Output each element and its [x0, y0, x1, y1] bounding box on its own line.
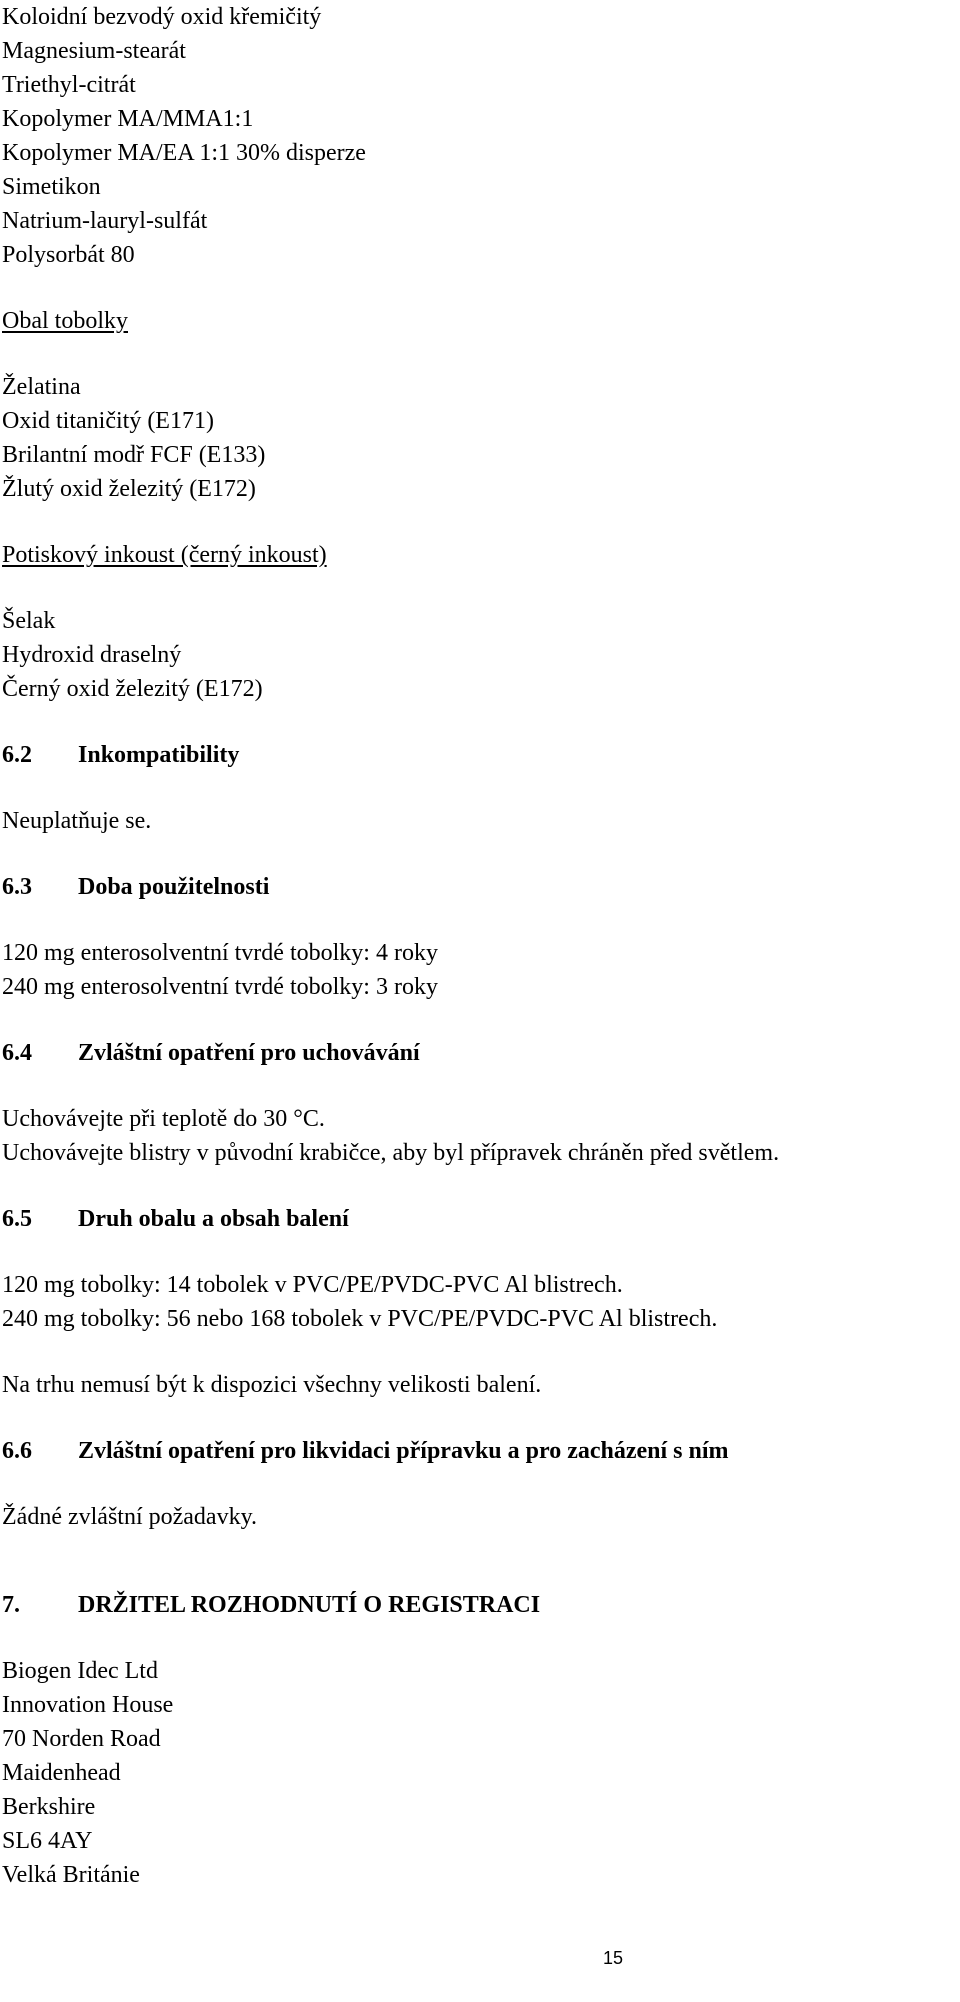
section-heading-6-5 — [2, 1202, 952, 1236]
section-number: 6.3 — [2, 874, 32, 900]
address-line: 70 Norden Road — [2, 1726, 161, 1752]
section-title: Druh obalu a obsah balení — [78, 1206, 349, 1232]
document-page — [2, 0, 952, 1892]
capsule-shell-list — [2, 370, 952, 506]
section-number: 6.4 — [2, 1040, 32, 1066]
capsule-shell-item: Oxid titaničitý (E171) — [2, 408, 214, 434]
shelf-life-line: 240 mg enterosolventní tvrdé tobolky: 3 roky — [2, 974, 438, 1000]
package-note: Na trhu nemusí být k dispozici všechny velikosti balení. — [2, 1372, 542, 1398]
section-number: 6.6 — [2, 1438, 32, 1464]
shelf-life-line: 120 mg enterosolventní tvrdé tobolky: 4 roky — [2, 940, 438, 966]
address-line: SL6 4AY — [2, 1828, 93, 1854]
section-number: 6.5 — [2, 1206, 32, 1232]
printing-ink-title: Potiskový inkoust (černý inkoust) — [2, 542, 327, 568]
section-title: Zvláštní opatření pro uchovávání — [78, 1040, 420, 1066]
capsule-shell-item: Žlutý oxid železitý (E172) — [2, 476, 256, 502]
section-heading-6-6 — [2, 1434, 952, 1468]
section-heading-6-4 — [2, 1036, 952, 1070]
section-text: Žádné zvláštní požadavky. — [2, 1504, 258, 1530]
excipient-item: Simetikon — [2, 174, 101, 200]
holder-address — [2, 1654, 952, 1892]
section-title: DRŽITEL ROZHODNUTÍ O REGISTRACI — [78, 1592, 541, 1618]
storage-line: Uchovávejte při teplotě do 30 °C. — [2, 1106, 325, 1132]
page-number: 15 — [603, 1948, 624, 1968]
excipient-list — [2, 0, 952, 272]
capsule-shell-item: Brilantní modř FCF (E133) — [2, 442, 266, 468]
package-line: 120 mg tobolky: 14 tobolek v PVC/PE/PVDC-PVC Al blistrech. — [2, 1272, 623, 1298]
storage-line: Uchovávejte blistry v původní krabičce, aby byl přípravek chráněn před světlem. — [2, 1140, 780, 1166]
address-line: Berkshire — [2, 1794, 96, 1820]
section-number: 7. — [2, 1592, 20, 1618]
section-title: Zvláštní opatření pro likvidaci přípravku a pro zacházení s ním — [78, 1438, 729, 1464]
excipient-item: Magnesium-stearát — [2, 38, 186, 64]
excipient-item: Kopolymer MA/MMA1:1 — [2, 106, 254, 132]
address-line: Maidenhead — [2, 1760, 121, 1786]
section-number: 6.2 — [2, 742, 32, 768]
excipient-item: Natrium-lauryl-sulfát — [2, 208, 208, 234]
section-heading-6-3 — [2, 870, 952, 904]
excipient-item: Kopolymer MA/EA 1:1 30% disperze — [2, 140, 366, 166]
address-line: Velká Británie — [2, 1862, 140, 1888]
address-line: Biogen Idec Ltd — [2, 1658, 158, 1684]
package-line: 240 mg tobolky: 56 nebo 168 tobolek v PVC/PE/PVDC-PVC Al blistrech. — [2, 1306, 718, 1332]
section-title: Inkompatibility — [78, 742, 240, 768]
section-heading-7 — [2, 1588, 952, 1622]
section-text: Neuplatňuje se. — [2, 808, 152, 834]
capsule-shell-item: Želatina — [2, 374, 81, 400]
capsule-shell-title: Obal tobolky — [2, 308, 128, 334]
excipient-item: Koloidní bezvodý oxid křemičitý — [2, 4, 322, 30]
printing-ink-item: Hydroxid draselný — [2, 642, 182, 668]
address-line: Innovation House — [2, 1692, 174, 1718]
excipient-item: Triethyl-citrát — [2, 72, 136, 98]
printing-ink-item: Černý oxid železitý (E172) — [2, 676, 263, 702]
section-title: Doba použitelnosti — [78, 874, 270, 900]
section-heading-6-2 — [2, 738, 952, 772]
printing-ink-list — [2, 604, 952, 706]
excipient-item: Polysorbát 80 — [2, 242, 135, 268]
printing-ink-item: Šelak — [2, 608, 56, 634]
